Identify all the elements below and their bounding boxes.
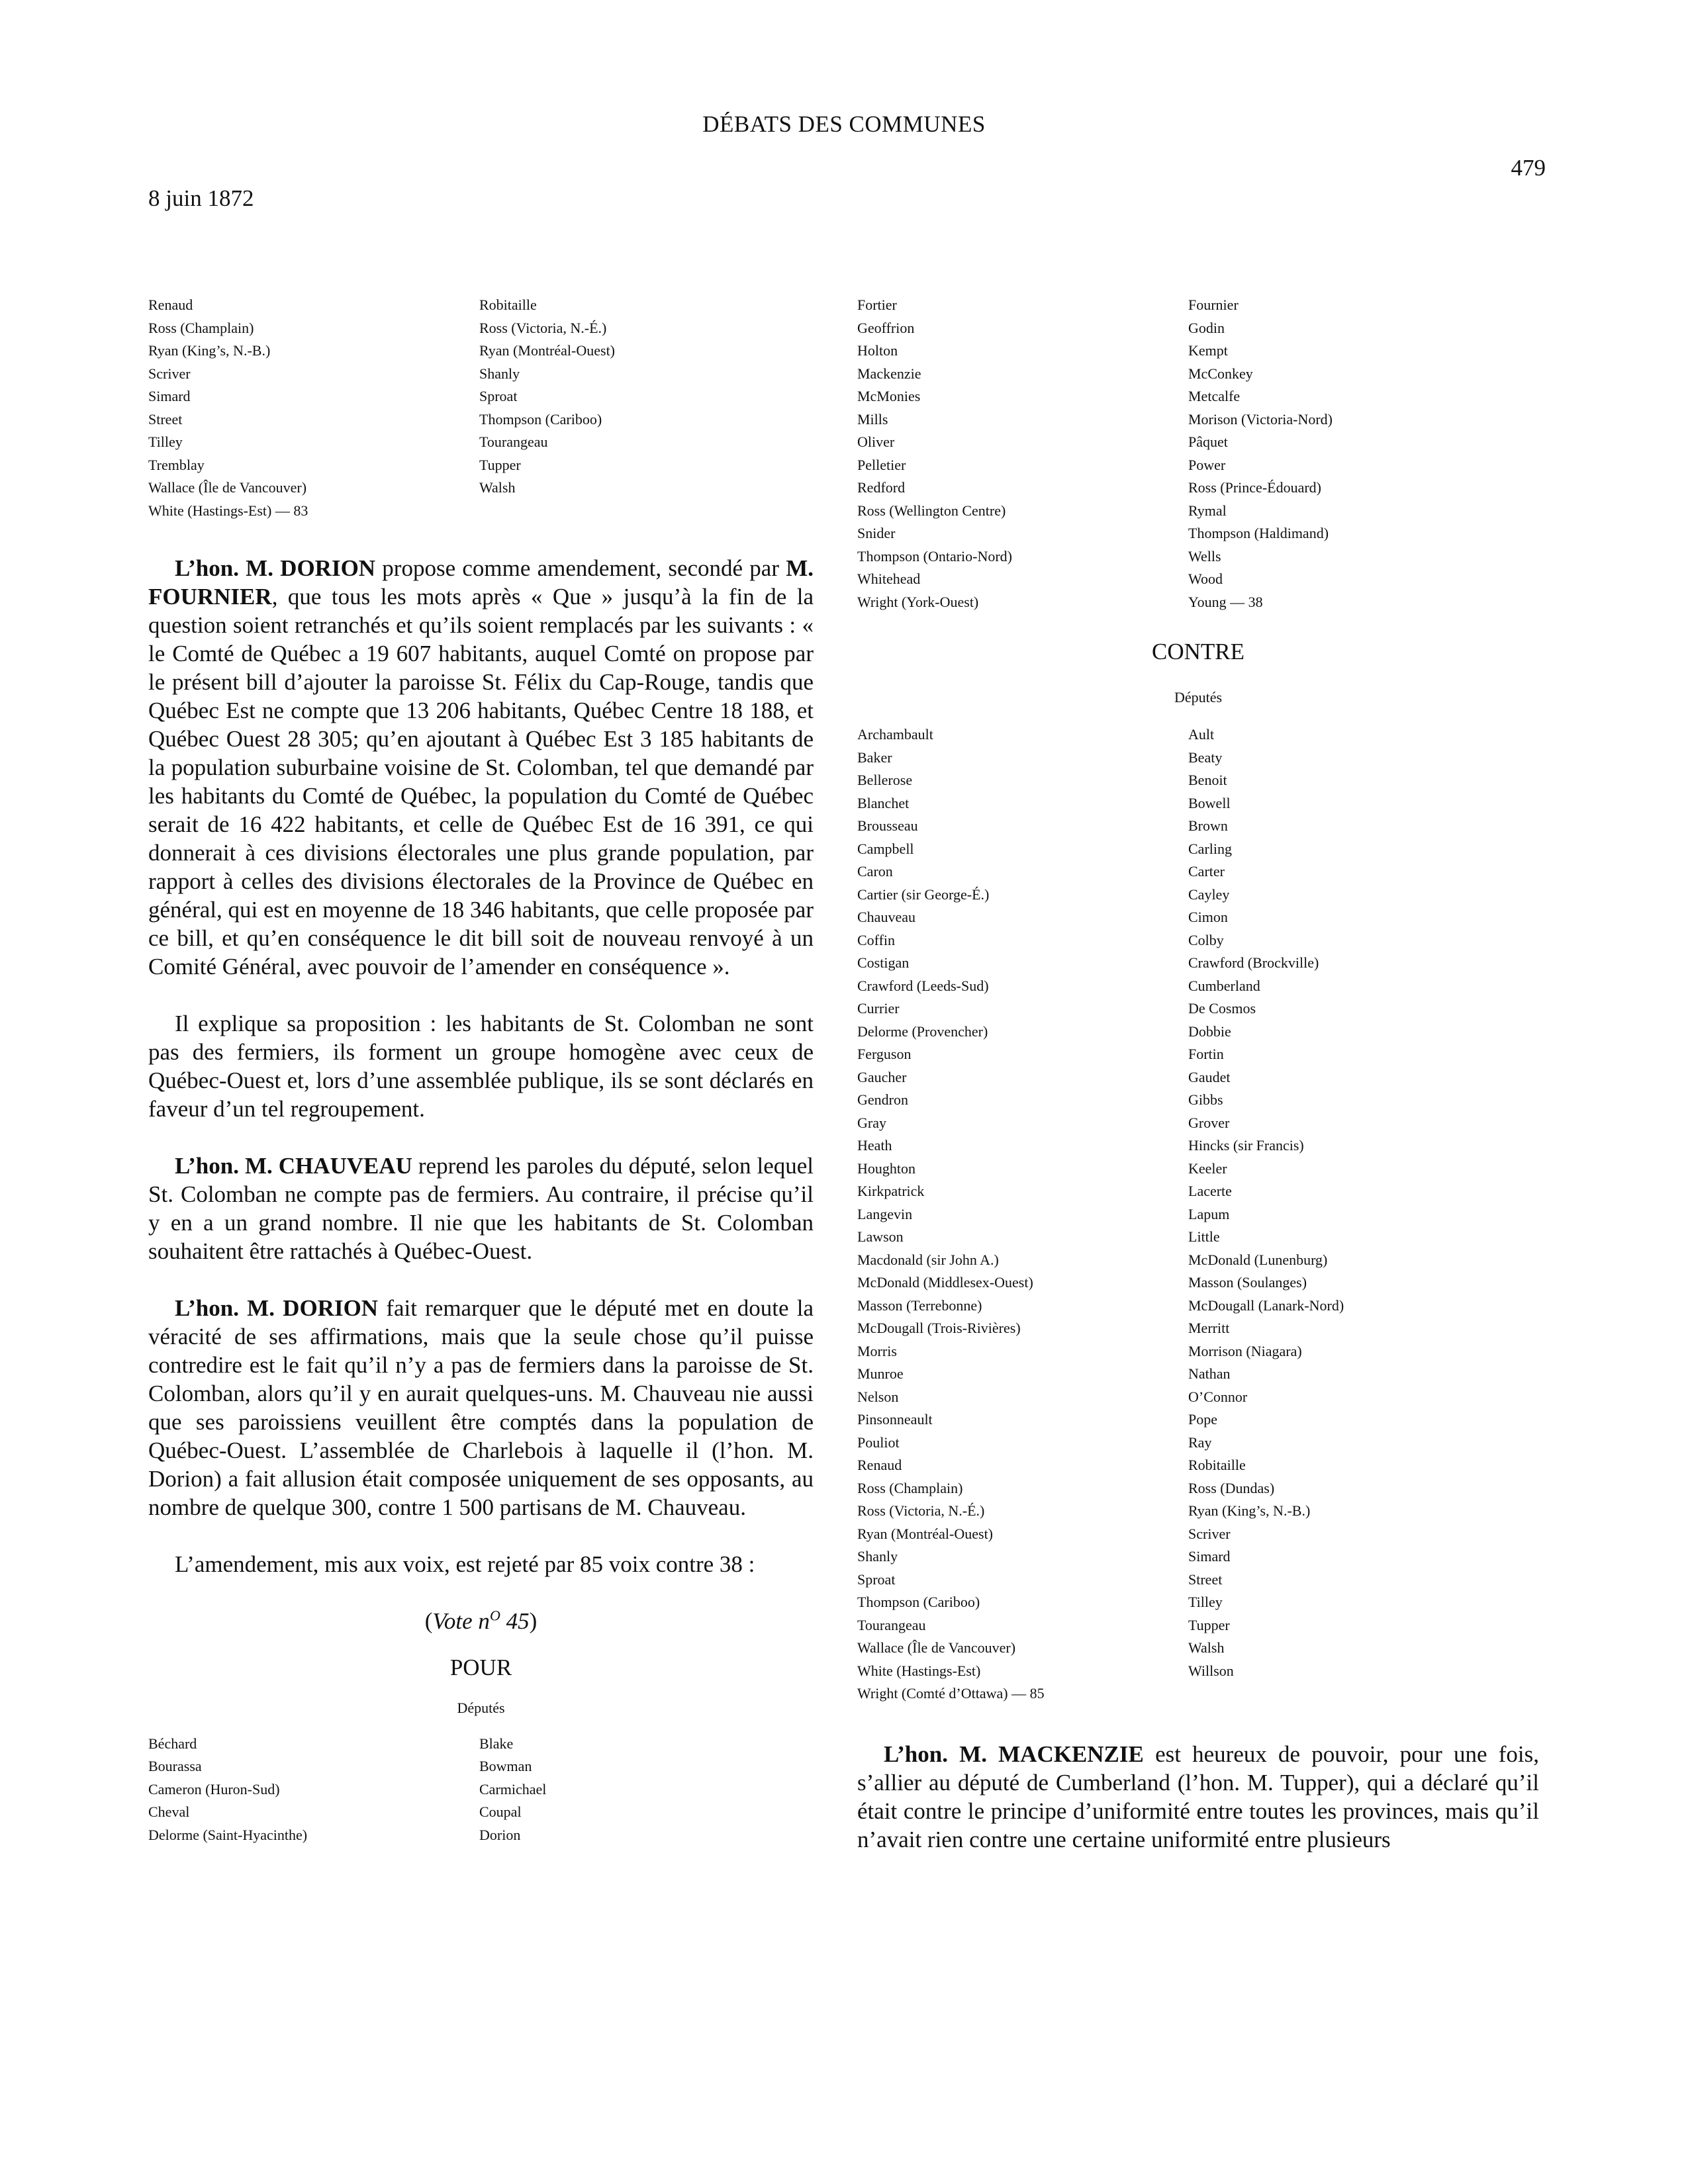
deputy-name: Hincks (sir Francis) — [1188, 1137, 1304, 1154]
deputy-name: Shanly — [857, 1548, 898, 1565]
deputy-name — [479, 500, 814, 523]
deputy-name: Simard — [1188, 1548, 1231, 1565]
deputy-name: Blake — [479, 1735, 514, 1752]
deputy-name: Robitaille — [479, 296, 537, 313]
deputy-name: Langevin — [857, 1205, 913, 1222]
deputy-name: White (Hastings-Est) — [857, 1662, 981, 1679]
deputy-name — [1188, 1682, 1539, 1706]
deputy-name: Morris — [857, 1342, 897, 1359]
deputy-name: Wallace (Île de Vancouver) — [148, 479, 307, 496]
deputy-name: Thompson (Haldimand) — [1188, 525, 1329, 541]
deputy-name: Renaud — [148, 296, 193, 313]
deputy-name: Thompson (Ontario-Nord) — [857, 547, 1013, 565]
running-header: DÉBATS DES COMMUNES — [702, 111, 986, 137]
deputy-name: Benoit — [1188, 772, 1227, 788]
deputy-name: Crawford (Leeds-Sud) — [857, 977, 989, 994]
deputy-name: McConkey — [1188, 365, 1253, 382]
paragraph-mackenzie: L’hon. M. MACKENZIE est heureux de pouvoir, pour une fois, s’allier au député de Cumberland (l’hon. M. Tupper), qui a déclaré qu’il était contre le principe d’uniformité entre toutes les provinces, mais qu’il n’avait rien contre une certaine uniformité entre plusieurs — [857, 1741, 1539, 1852]
deputy-name: Tilley — [148, 433, 183, 450]
deputy-name: Delorme (Saint-Hyacinthe) — [148, 1826, 308, 1843]
deputy-name: Ryan (King’s, N.-B.) — [148, 342, 271, 359]
deputy-name: Walsh — [479, 479, 516, 496]
deputy-name: Merritt — [1188, 1320, 1230, 1336]
deputy-name: Mills — [857, 410, 888, 428]
deputy-name: Campbell — [857, 840, 914, 857]
deputy-name: Dobbie — [1188, 1023, 1231, 1040]
deputy-name: Sproat — [857, 1570, 896, 1588]
deputy-name: Masson (Soulanges) — [1188, 1274, 1307, 1291]
deputy-name: Cameron (Huron-Sud) — [148, 1780, 280, 1797]
deputy-name: Cayley — [1188, 886, 1230, 903]
deputy-name: Carling — [1188, 840, 1232, 857]
deputy-name: Currier — [857, 1000, 900, 1017]
deputy-name: Pouliot — [857, 1433, 900, 1451]
deputy-name: Tupper — [1188, 1616, 1230, 1633]
right-column — [857, 294, 1539, 1854]
deputy-name: Walsh — [1188, 1639, 1225, 1656]
deputy-name: Gray — [857, 1114, 886, 1131]
deputy-name: Gendron — [857, 1091, 908, 1108]
deputy-name: Ross (Prince-Édouard) — [1188, 479, 1322, 496]
left-column — [148, 294, 814, 1846]
deputy-name: Carter — [1188, 863, 1225, 880]
deputy-name: Keeler — [1188, 1160, 1227, 1177]
deputy-name: Willson — [1188, 1662, 1234, 1679]
deputy-name: Bourassa — [148, 1758, 202, 1775]
speaker-name: M. FOURNIER — [148, 555, 814, 610]
deputy-name: Cheval — [148, 1803, 190, 1821]
deputy-name: Mackenzie — [857, 365, 921, 382]
deputy-name: Fournier — [1188, 296, 1239, 313]
deputy-name: Bellerose — [857, 772, 913, 788]
deputy-name: Lawson — [857, 1228, 904, 1245]
deputy-name: Pâquet — [1188, 433, 1228, 450]
deputy-name: Ross (Wellington Centre) — [857, 502, 1006, 519]
deputy-name: Renaud — [857, 1457, 902, 1473]
deputy-name: Fortin — [1188, 1046, 1224, 1062]
deputy-name: Bowell — [1188, 794, 1231, 811]
pour-vote-list — [148, 1733, 814, 1847]
deputy-name: Caron — [857, 863, 893, 880]
deputy-name: McDougall (Trois-Rivières) — [857, 1320, 1021, 1336]
deputy-name: Cimon — [1188, 909, 1228, 925]
deputy-name: Ray — [1188, 1433, 1212, 1451]
deputy-name: McDonald (Middlesex-Ouest) — [857, 1274, 1033, 1291]
deputy-name: Robitaille — [1188, 1457, 1246, 1473]
deputy-name: Tremblay — [148, 456, 205, 473]
deputy-name: Ross (Victoria, N.-É.) — [857, 1502, 985, 1519]
deputy-name: Holton — [857, 342, 898, 359]
deputy-name: Street — [148, 410, 183, 428]
deputy-name: Geoffrion — [857, 319, 915, 336]
deputy-name: White (Hastings-Est) — 83 — [148, 502, 308, 519]
deputy-name: Coupal — [479, 1803, 522, 1821]
deputes-label: Députés — [1174, 689, 1223, 705]
deputy-name: Kempt — [1188, 342, 1228, 359]
deputy-name: Delorme (Provencher) — [857, 1023, 988, 1040]
deputy-name: Masson (Terrebonne) — [857, 1297, 982, 1314]
deputy-name: Béchard — [148, 1735, 197, 1752]
paragraph-chauveau: L’hon. M. CHAUVEAU reprend les paroles du député, selon lequel St. Colomban ne compte pas de fermiers. Au contraire, il précise qu’il y en a un grand nombre. Il nie que les habitants de St. Colomban souhaitent être rattachés à Québec-Ouest. — [148, 1153, 814, 1264]
deputy-name: Heath — [857, 1137, 892, 1154]
deputy-name: Thompson (Cariboo) — [857, 1594, 980, 1610]
paragraph-explanation: Il explique sa proposition : les habitants de St. Colomban ne sont pas des fermiers, ils forment un groupe homogène avec ceux de Québec-Ouest et, lors d’une assemblée publique, ils se sont déclarés en faveur d’un tel regroupement. — [148, 1011, 814, 1122]
deputy-name: Baker — [857, 749, 892, 766]
deputy-name: Chauveau — [857, 909, 915, 925]
deputy-name: Gibbs — [1188, 1091, 1223, 1108]
deputy-name: Nathan — [1188, 1365, 1231, 1382]
deputy-name: Godin — [1188, 319, 1225, 336]
deputy-name: Wood — [1188, 570, 1223, 587]
deputy-name: Brousseau — [857, 817, 918, 834]
vote-list-continued — [148, 294, 814, 522]
deputy-name: Lacerte — [1188, 1183, 1232, 1199]
page-date: 8 juin 1872 — [148, 185, 254, 211]
pour-heading: POUR — [449, 1654, 512, 1680]
deputy-name: Ryan (King’s, N.-B.) — [1188, 1502, 1311, 1519]
deputy-name: Metcalfe — [1188, 388, 1241, 404]
speaker-name: L’hon. M. MACKENZIE — [884, 1741, 1144, 1767]
contre-vote-list — [857, 723, 1539, 1706]
deputy-name: Gaucher — [857, 1068, 907, 1085]
deputy-name: Gaudet — [1188, 1068, 1231, 1085]
deputy-name: Nelson — [857, 1388, 899, 1405]
deputy-name: Pelletier — [857, 456, 906, 473]
deputy-name: Thompson (Cariboo) — [479, 410, 602, 428]
paragraph-dorion-reply: L’hon. M. DORION fait remarquer que le député met en doute la véracité de ses affirmations, mais que la seule chose qu’il puisse contredire est le fait qu’il n’y a pas de fermiers dans la paroisse de St. Colomban, alors qu’il y en aurait quelques-uns. M. Chauveau nie aussi que ses paroissiens veuillent être comptés dans la population de Québec-Ouest. L’assemblée de Charlebois à laquelle il (l’hon. M. Dorion) a fait allusion était composée uniquement de ses opposants, au nombre de quelque 300, contre 1 500 partisans de M. Chauveau. — [148, 1295, 814, 1520]
deputes-label: Députés — [457, 1699, 505, 1716]
deputy-name: Bowman — [479, 1758, 532, 1775]
deputy-name: Coffin — [857, 931, 896, 948]
deputy-name: McDougall (Lanark-Nord) — [1188, 1297, 1344, 1314]
speaker-name: L’hon. M. DORION — [175, 555, 376, 581]
deputy-name: Houghton — [857, 1160, 915, 1177]
deputy-name: Pope — [1188, 1411, 1217, 1428]
page-number: 479 — [1511, 155, 1546, 181]
deputy-name: McDonald (Lunenburg) — [1188, 1251, 1328, 1268]
paragraph-dorion-amendment: L’hon. M. DORION propose comme amendement, secondé par M. FOURNIER, que tous les mots après « Que » jusqu’à la fin de la question soient retranchés et qu’ils soient remplacés par les suivants : « le Comté de Québec a 19 607 habitants, auquel Comté on propose par le présent bill d’ajouter la paroisse St. Félix du Cap-Rouge, tandis que Québec Est ne compte que 13 206 habitants, Québec Centre 18 188, et Québec Ouest 28 305; qu’en ajoutant à Québec Est 3 185 habitants de la population suburbaine voisine de St. Colomban, tel que demandé par les habitants du Comté de Québec, la population du Comté de Québec serait de 16 422 habitants, et celle de Québec Est de 16 391, ce qui donnerait à ces divisions électorales une plus grande population, par rapport à celles des divisions électorales de la Province de Québec en général, qui est en moyenne de 18 346 habitants, que celle proposée par ce bill, et qu’en conséquence le dit bill soit de nouveau renvoyé à un Comité Général, avec pouvoir de l’amender en conséquence ». — [148, 555, 814, 979]
deputy-name: McMonies — [857, 388, 921, 404]
deputy-name: Crawford (Brockville) — [1188, 954, 1319, 971]
vote-number: (Vote $n^O$ 45) — [424, 1607, 538, 1634]
deputy-name: Rymal — [1188, 502, 1227, 519]
deputy-name: Snider — [857, 525, 896, 541]
speaker-name: L’hon. M. CHAUVEAU — [175, 1153, 412, 1179]
deputy-name: Ross (Dundas) — [1188, 1479, 1275, 1496]
deputy-name: Fortier — [857, 296, 897, 313]
contre-heading: CONTRE — [1152, 639, 1244, 664]
deputy-name: Brown — [1188, 817, 1228, 834]
deputy-name: Cartier (sir George-É.) — [857, 886, 990, 903]
paragraph-amendment-result: L’amendement, mis aux voix, est rejeté par 85 voix contre 38 : — [175, 1551, 755, 1577]
deputy-name: Scriver — [148, 365, 191, 382]
deputy-name: O’Connor — [1188, 1388, 1248, 1405]
deputy-name: Shanly — [479, 365, 520, 382]
deputy-name: Munroe — [857, 1365, 904, 1382]
deputy-name: Power — [1188, 456, 1226, 473]
deputy-name: Whitehead — [857, 570, 921, 587]
deputy-name: Tourangeau — [857, 1616, 926, 1633]
deputy-name: Dorion — [479, 1826, 521, 1843]
deputy-name: Ryan (Montréal-Ouest) — [479, 342, 616, 359]
deputy-name: Sproat — [479, 388, 518, 404]
deputy-name: Colby — [1188, 931, 1224, 948]
deputy-name: Wallace (Île de Vancouver) — [857, 1639, 1016, 1656]
deputy-name: Wright (Comté d’Ottawa) — 85 — [857, 1685, 1045, 1702]
deputy-name: Beaty — [1188, 749, 1223, 766]
deputy-name: Cumberland — [1188, 977, 1260, 994]
deputy-name: Simard — [148, 388, 191, 404]
deputy-name: Wells — [1188, 547, 1221, 565]
deputy-name: Ferguson — [857, 1046, 912, 1062]
deputy-name: Tilley — [1188, 1594, 1223, 1610]
deputy-name: Scriver — [1188, 1525, 1231, 1542]
deputy-name: Kirkpatrick — [857, 1183, 925, 1199]
deputy-name: Ryan (Montréal-Ouest) — [857, 1525, 994, 1542]
speaker-name: L’hon. M. DORION — [175, 1295, 379, 1321]
deputy-name: Archambault — [857, 726, 933, 743]
deputy-name: Macdonald (sir John A.) — [857, 1251, 999, 1268]
deputy-name: Ross (Champlain) — [857, 1479, 963, 1496]
deputy-name: Young — 38 — [1188, 593, 1263, 610]
deputy-name: Street — [1188, 1570, 1223, 1588]
deputy-name: De Cosmos — [1188, 1000, 1256, 1017]
pour-vote-list-continued — [857, 294, 1539, 614]
deputy-name: Morison (Victoria-Nord) — [1188, 410, 1333, 428]
deputy-name: Grover — [1188, 1114, 1230, 1131]
deputy-name: Lapum — [1188, 1205, 1230, 1222]
deputy-name: Morrison (Niagara) — [1188, 1342, 1302, 1359]
deputy-name: Redford — [857, 479, 906, 496]
deputy-name: Wright (York-Ouest) — [857, 593, 979, 610]
deputy-name: Ault — [1188, 726, 1215, 743]
deputy-name: Costigan — [857, 954, 910, 971]
deputy-name: Pinsonneault — [857, 1411, 933, 1428]
deputy-name: Little — [1188, 1228, 1220, 1245]
deputy-name: Ross (Champlain) — [148, 319, 254, 336]
deputy-name: Oliver — [857, 433, 895, 450]
deputy-name: Tupper — [479, 456, 521, 473]
deputy-name: Carmichael — [479, 1780, 547, 1797]
deputy-name: Blanchet — [857, 794, 910, 811]
deputy-name: Tourangeau — [479, 433, 548, 450]
deputy-name: Ross (Victoria, N.-É.) — [479, 319, 607, 336]
